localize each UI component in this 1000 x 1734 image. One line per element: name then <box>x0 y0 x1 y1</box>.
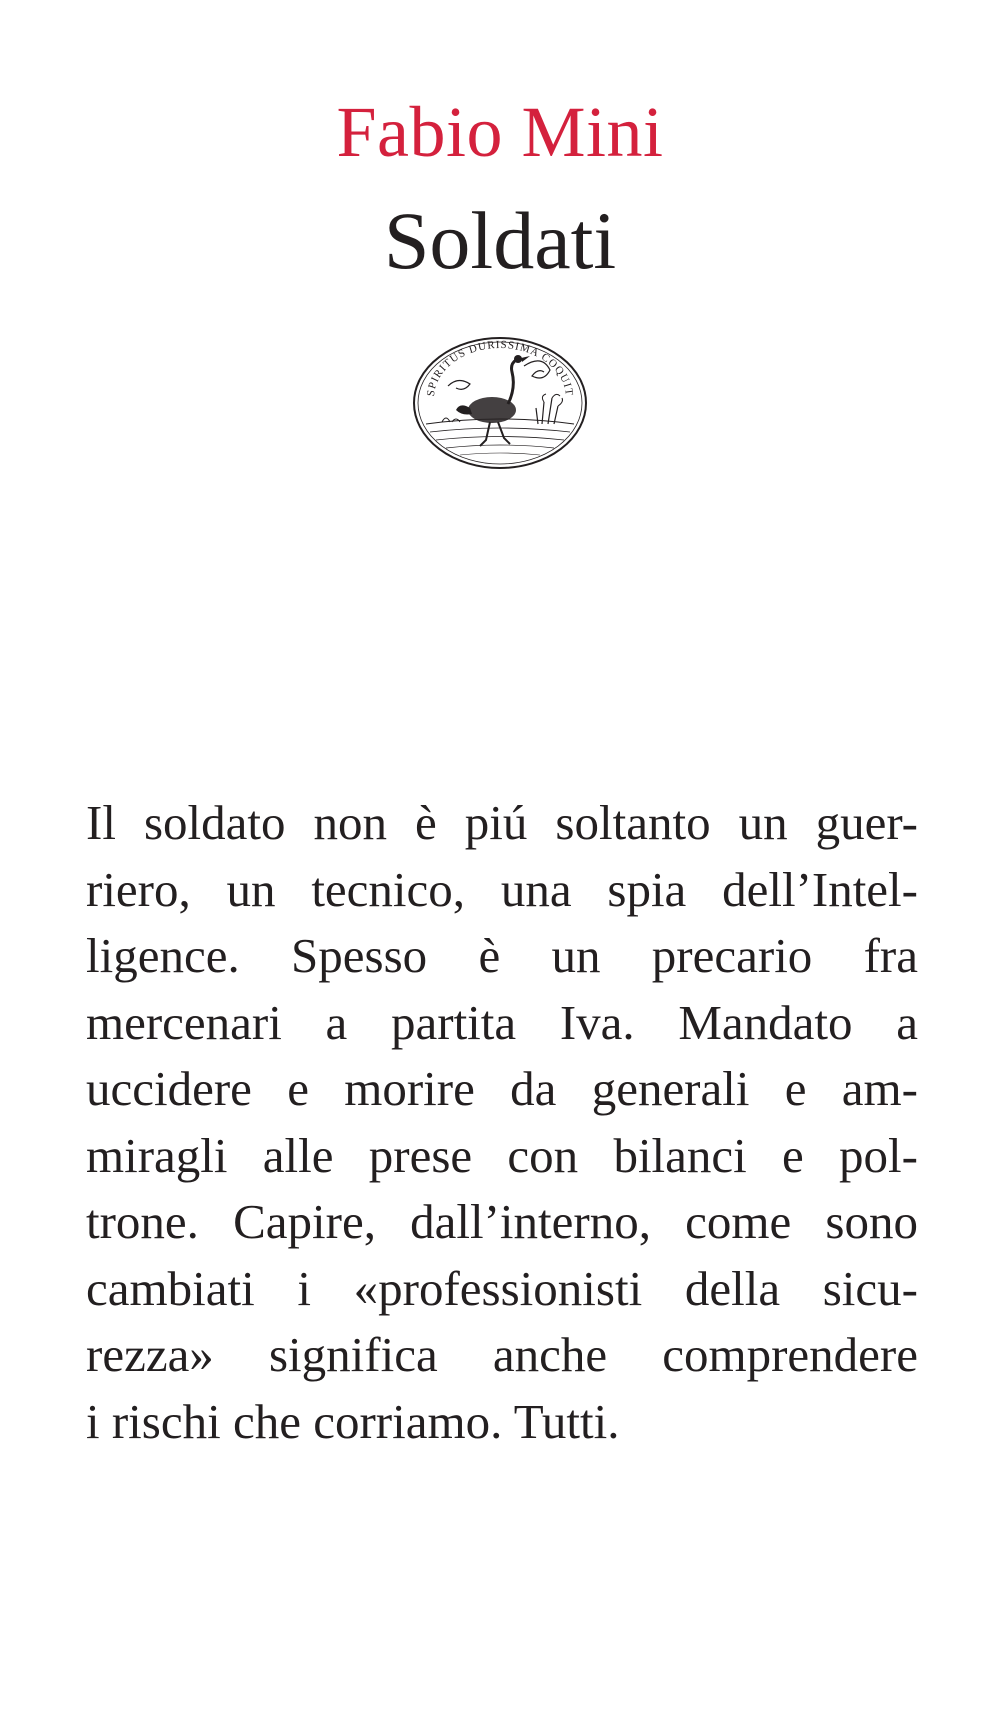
back-cover-blurb <box>86 790 918 1455</box>
blurb-line: mercenari a partita Iva. Mandato a <box>86 994 918 1050</box>
blurb-line: ligence. Spesso è un precario fra <box>86 928 918 983</box>
blurb-line: miragli alle prese con bilanci e pol- <box>86 1127 918 1183</box>
blurb-line: uccidere e morire da generali e am- <box>86 1061 918 1116</box>
blurb-line: trone. Capire, dall’interno, come sono <box>86 1194 918 1249</box>
ostrich-emblem-icon <box>412 336 588 470</box>
emblem-motto: SPIRITUS DURISSIMA COQUIT <box>424 338 576 397</box>
blurb-line: i rischi che corriamo. Tutti. <box>86 1393 620 1449</box>
blurb-line: rezza» significa anche comprendere <box>86 1327 918 1382</box>
author-name: Fabio Mini <box>336 92 664 172</box>
blurb-line: riero, un tecnico, una spia dell’Intel- <box>86 861 918 917</box>
book-title: Soldati <box>383 195 617 286</box>
blurb-line: cambiati i «professionisti della sicu- <box>86 1260 918 1316</box>
blurb-line: Il soldato non è piú soltanto un guer- <box>86 795 918 850</box>
